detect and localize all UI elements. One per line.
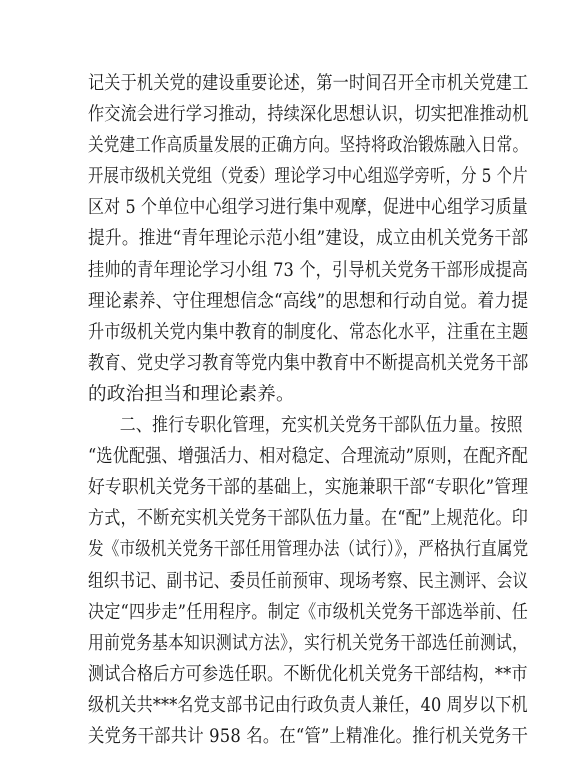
text-line: 升市级机关党内集中教育的制度化、常态化水平，注重在主题	[88, 321, 529, 343]
section-heading-line: 二、推行专职化管理，充实机关党务干部队伍力量。按照	[119, 415, 523, 437]
text-line: 教育、党史学习教育等党内集中教育中不断提高机关党务干部	[88, 352, 529, 374]
text-line: 提升。推进“青年理论示范小组”建设，成立由机关党务干部	[88, 228, 529, 250]
text-line: 测试合格后方可参选任职。不断优化机关党务干部结构，**市	[88, 663, 528, 685]
text-line: 关党建工作高质量发展的正确方向。坚持将政治锻炼融入日常。	[88, 135, 529, 157]
document-body	[88, 68, 528, 752]
text-line: 级机关共***名党支部书记由行政负责人兼任，40 周岁以下机	[88, 694, 528, 716]
text-line: 区对 5 个单位中心组学习进行集中观摩，促进中心组学习质量	[88, 197, 528, 219]
text-line: 决定“四步走”任用程序。制定《市级机关党务干部选举前、任	[88, 601, 529, 623]
text-line: 作交流会进行学习推动，持续深化思想认识，切实把准推动机	[88, 104, 529, 126]
text-line: 挂帅的青年理论学习小组 73 个，引导机关党务干部形成提高	[88, 259, 529, 281]
text-line: “选优配强、增强活力、相对稳定、合理流动”原则，在配齐配	[88, 446, 529, 468]
text-line: 关党务干部共计 958 名。在“管”上精准化。推行机关党务干	[88, 725, 528, 747]
text-line: 用前党务基本知识测试方法》，实行机关党务干部选任前测试，	[88, 632, 528, 654]
text-line: 发《市级机关党务干部任用管理办法（试行）》，严格执行直属党	[88, 539, 529, 561]
text-line: 理论素养、守住理想信念“高线”的思想和行动自觉。着力提	[88, 290, 529, 312]
text-line: 的政治担当和理论素养。	[88, 383, 295, 405]
text-line: 方式，不断充实机关党务干部队伍力量。在“配”上规范化。印	[88, 508, 529, 530]
text-line: 好专职机关党务干部的基础上，实施兼职干部“专职化”管理	[88, 477, 529, 499]
text-line: 记关于机关党的建设重要论述，第一时间召开全市机关党建工	[88, 73, 529, 94]
text-line: 开展市级机关党组（党委）理论学习中心组巡学旁听，分 5 个片	[88, 166, 528, 188]
text-line: 组织书记、副书记、委员任前预审、现场考察、民主测评、会议	[88, 570, 529, 592]
